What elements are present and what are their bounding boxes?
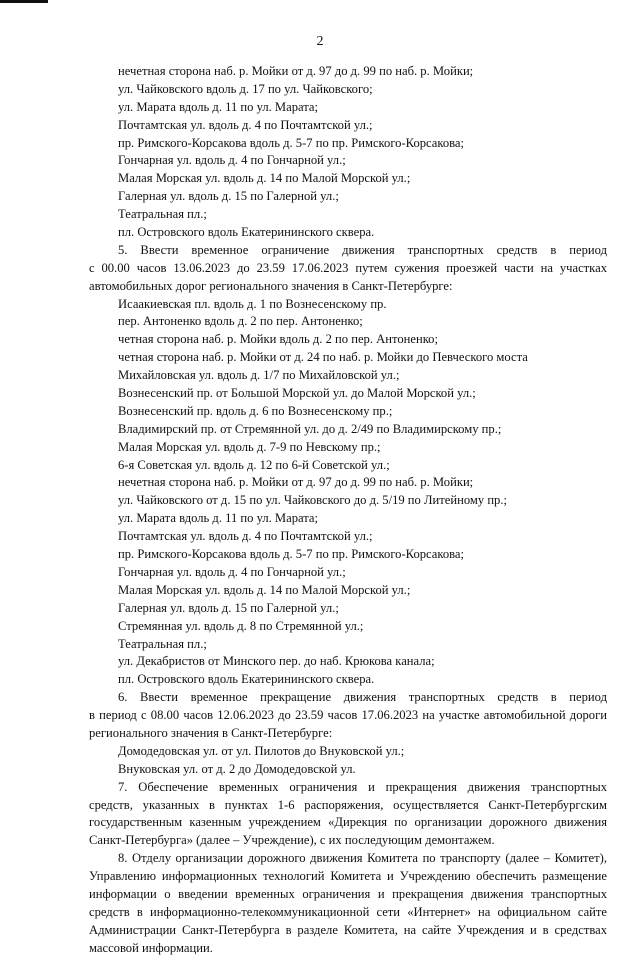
text-line: Малая Морская ул. вдоль д. 14 по Малой Морской ул.; [118,171,411,186]
text-line: пл. Островского вдоль Екатерининского сквера. [118,672,375,687]
text-line: Вознесенский пр. от Большой Морской ул. до Малой Морской ул.; [118,386,476,401]
text-line: Михайловская ул. вдоль д. 1/7 по Михайловской ул.; [118,368,400,383]
text-line: Галерная ул. вдоль д. 15 по Галерной ул.; [118,189,339,204]
text-line: в период с 08.00 часов 12.06.2023 до 23.59 часов 17.06.2023 на участке автомобильной дороги [89,708,607,723]
text-line: информации о введении временных ограничения и прекращения движения транспортных [89,886,607,901]
text-line: ул. Декабристов от Минского пер. до наб. Крюкова канала; [118,654,435,669]
text-line: 6. Ввести временное прекращение движения транспортных средств в период [118,690,607,705]
document-body [89,63,607,958]
text-line: Малая Морская ул. вдоль д. 14 по Малой Морской ул.; [118,582,411,597]
text-line: средств в информационно-телекоммуникационной сети «Интернет» на официальном сайте [89,904,607,919]
text-line: регионального значения в Санкт-Петербурге: [89,725,333,740]
text-line: Санкт-Петербурга» (далее – Учреждение), с их последующим демонтажем. [89,833,495,848]
text-line: пл. Островского вдоль Екатерининского сквера. [118,225,375,240]
text-line: четная сторона наб. р. Мойки вдоль д. 2 по пер. Антоненко; [118,332,438,347]
text-line: пр. Римского-Корсакова вдоль д. 5-7 по пр. Римского-Корсакова; [118,135,465,150]
text-line: Управлению информационных технологий Комитета и Учреждению обеспечить размещение [89,869,607,884]
text-line: Гончарная ул. вдоль д. 4 по Гончарной ул.; [118,564,346,579]
text-line: государственным казенным учреждением «Дирекция по организации дорожного движения [89,815,607,830]
text-line: Внуковская ул. от д. 2 до Домодедовской ул. [118,761,356,776]
text-line: Почтамтская ул. вдоль д. 4 по Почтамтской ул.; [118,117,373,132]
text-line: 6-я Советская ул. вдоль д. 12 по 6-й Советской ул.; [118,457,390,472]
text-line: Владимирский пр. от Стремянной ул. до д. 2/49 по Владимирскому пр.; [118,421,502,436]
text-line: массовой информации. [89,940,213,955]
text-line: с 00.00 часов 13.06.2023 до 23.59 17.06.2023 путем сужения проезжей части на участках [89,260,607,275]
text-line: ул. Марата вдоль д. 11 по ул. Марата; [118,99,318,114]
text-line: ул. Чайковского от д. 15 по ул. Чайковского до д. 5/19 по Литейному пр.; [118,493,508,508]
text-line: Театральная пл.; [118,207,207,222]
text-line: Театральная пл.; [118,636,207,651]
text-line: Вознесенский пр. вдоль д. 6 по Вознесенскому пр.; [118,403,393,418]
text-line: средств, указанных в пунктах 1-6 распоряжения, осуществляется Санкт-Петербургским [89,797,607,812]
page-number: 2 [316,34,324,49]
text-line: Гончарная ул. вдоль д. 4 по Гончарной ул.; [118,153,346,168]
text-line: Исаакиевская пл. вдоль д. 1 по Вознесенскому пр. [118,296,387,311]
text-line: ул. Марата вдоль д. 11 по ул. Марата; [118,511,318,526]
text-line: 7. Обеспечение временных ограничения и прекращения движения транспортных [118,779,607,794]
text-line: нечетная сторона наб. р. Мойки от д. 97 до д. 99 по наб. р. Мойки; [118,64,474,78]
corner-mark [0,0,48,3]
text-line: нечетная сторона наб. р. Мойки от д. 97 до д. 99 по наб. р. Мойки; [118,475,474,490]
text-line: Администрации Санкт-Петербурга в разделе Комитета, на сайте Учреждения и в средствах [89,922,607,937]
text-line: автомобильных дорог регионального значения в Санкт-Петербурге: [89,278,453,293]
text-line: Малая Морская ул. вдоль д. 7-9 по Невскому пр.; [118,439,381,454]
text-line: Почтамтская ул. вдоль д. 4 по Почтамтской ул.; [118,529,373,544]
text-line: пер. Антоненко вдоль д. 2 по пер. Антоненко; [118,314,363,329]
text-line: Галерная ул. вдоль д. 15 по Галерной ул.; [118,600,339,615]
text-line: пр. Римского-Корсакова вдоль д. 5-7 по пр. Римского-Корсакова; [118,547,465,562]
text-line: 8. Отделу организации дорожного движения Комитета по транспорту (далее – Комитет), [118,851,607,866]
text-line: четная сторона наб. р. Мойки от д. 24 по наб. р. Мойки до Певческого моста [118,350,528,365]
text-line: Домодедовская ул. от ул. Пилотов до Внуковской ул.; [118,743,405,758]
text-line: Стремянная ул. вдоль д. 8 по Стремянной ул.; [118,618,364,633]
text-line: 5. Ввести временное ограничение движения транспортных средств в период [118,242,607,257]
text-line: ул. Чайковского вдоль д. 17 по ул. Чайковского; [118,81,373,96]
